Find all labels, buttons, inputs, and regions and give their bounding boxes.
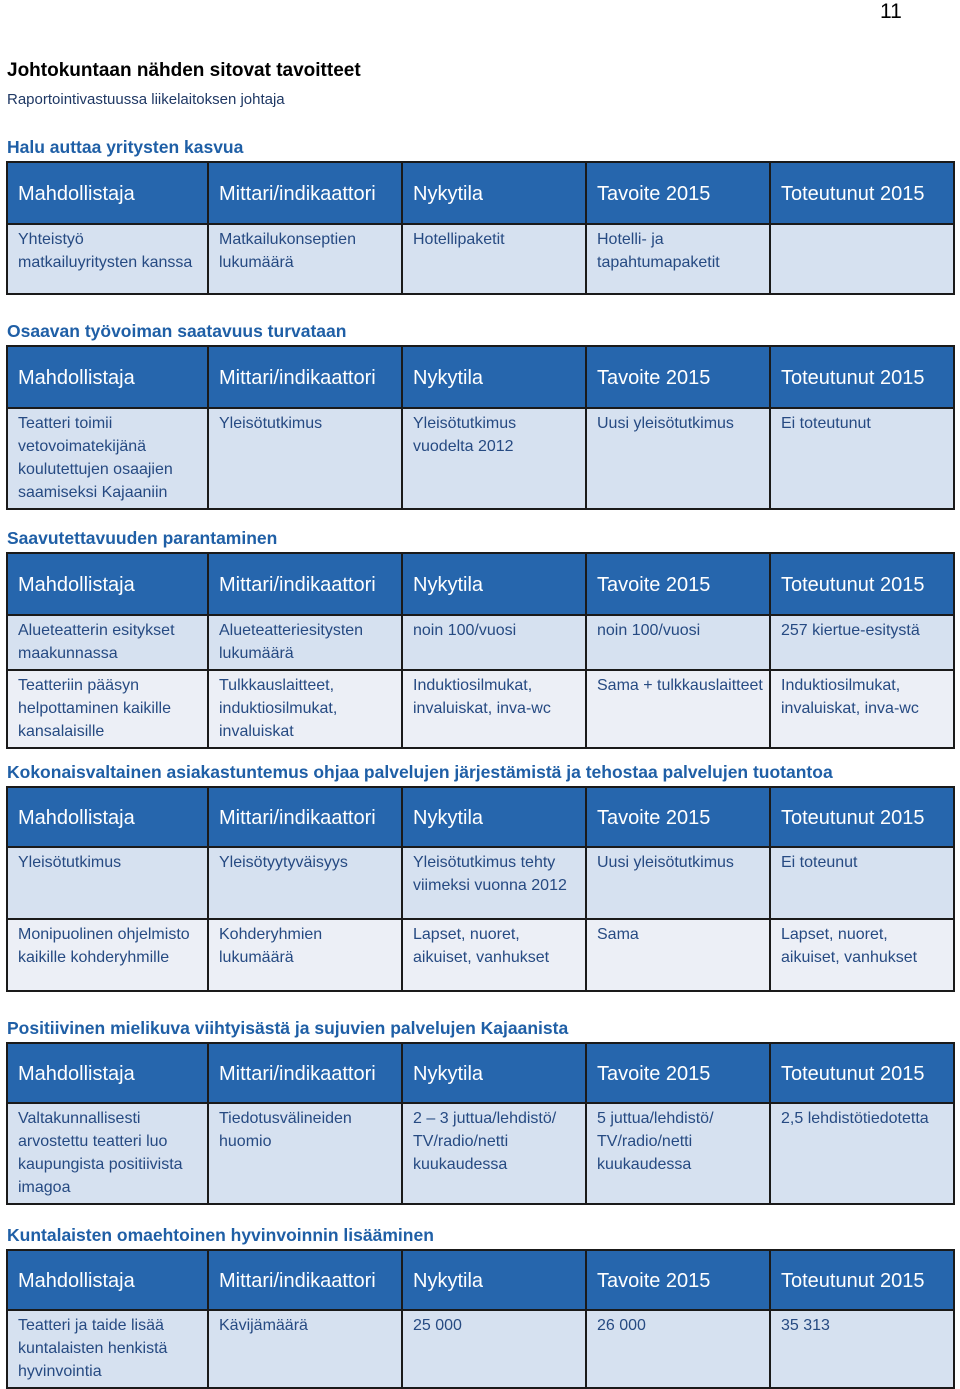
cell-mahdollistaja: Teatteri ja taide lisää kuntalaisten henkistä hyvinvointia [7, 1310, 208, 1388]
cell-mittari: Matkailukonseptien lukumäärä [208, 224, 402, 294]
header-nykytila: Nykytila [402, 787, 586, 847]
cell-mittari: Kohderyhmien lukumäärä [208, 919, 402, 991]
header-mittari: Mittari/indikaattori [208, 1043, 402, 1103]
table-row [7, 224, 954, 294]
header-toteutunut: Toteutunut 2015 [770, 346, 954, 408]
cell-tavoite: Sama + tulkkauslaitteet [586, 670, 770, 748]
table-row [7, 408, 954, 509]
cell-mittari: Yleisötutkimus [208, 408, 402, 509]
cell-tavoite: noin 100/vuosi [586, 615, 770, 670]
header-tavoite: Tavoite 2015 [586, 553, 770, 615]
header-nykytila: Nykytila [402, 1250, 586, 1310]
goal-table [6, 1249, 955, 1389]
cell-mahdollistaja: Teatteriin pääsyn helpottaminen kaikille kansalaisille [7, 670, 208, 748]
header-mahdollistaja: Mahdollistaja [7, 346, 208, 408]
cell-nykytila: Yleisötutkimus tehty viimeksi vuonna 2012 [402, 847, 586, 919]
cell-mahdollistaja: Alueteatterin esitykset maakunnassa [7, 615, 208, 670]
cell-toteutunut: Induktiosilmukat, invaluiskat, inva-wc [770, 670, 954, 748]
cell-nykytila: Lapset, nuoret, aikuiset, vanhukset [402, 919, 586, 991]
table-row [7, 670, 954, 748]
cell-tavoite: Sama [586, 919, 770, 991]
header-tavoite: Tavoite 2015 [586, 346, 770, 408]
cell-mittari: Alueteatteriesitysten lukumäärä [208, 615, 402, 670]
cell-nykytila: 2 – 3 juttua/lehdistö/ TV/radio/netti kuukaudessa [402, 1103, 586, 1204]
table-row [7, 919, 954, 991]
cell-tavoite: Uusi yleisötutkimus [586, 847, 770, 919]
cell-nykytila: Induktiosilmukat, invaluiskat, inva-wc [402, 670, 586, 748]
goal-table [6, 1042, 955, 1205]
cell-toteutunut: 2,5 lehdistötiedotetta [770, 1103, 954, 1204]
cell-mittari: Tulkkauslaitteet, induktiosilmukat, invaluiskat [208, 670, 402, 748]
section-title: Osaavan työvoiman saatavuus turvataan [7, 321, 347, 341]
header-mahdollistaja: Mahdollistaja [7, 1250, 208, 1310]
cell-mahdollistaja: Yhteistyö matkailuyritysten kanssa [7, 224, 208, 294]
cell-nykytila: Hotellipaketit [402, 224, 586, 294]
header-tavoite: Tavoite 2015 [586, 162, 770, 224]
header-mahdollistaja: Mahdollistaja [7, 553, 208, 615]
cell-mittari: Kävijämäärä [208, 1310, 402, 1388]
header-mittari: Mittari/indikaattori [208, 787, 402, 847]
header-mittari: Mittari/indikaattori [208, 1250, 402, 1310]
header-toteutunut: Toteutunut 2015 [770, 1250, 954, 1310]
section-title: Positiivinen mielikuva viihtyisästä ja sujuvien palvelujen Kajaanista [7, 1018, 569, 1038]
header-tavoite: Tavoite 2015 [586, 1043, 770, 1103]
cell-nykytila: noin 100/vuosi [402, 615, 586, 670]
goal-table [6, 345, 955, 510]
cell-toteutunut: 257 kiertue-esitystä [770, 615, 954, 670]
goal-table [6, 161, 955, 295]
header-mittari: Mittari/indikaattori [208, 162, 402, 224]
table-row [7, 615, 954, 670]
header-mahdollistaja: Mahdollistaja [7, 162, 208, 224]
header-nykytila: Nykytila [402, 553, 586, 615]
header-toteutunut: Toteutunut 2015 [770, 1043, 954, 1103]
page-number: 11 [880, 0, 902, 23]
page-title: Johtokuntaan nähden sitovat tavoitteet [7, 60, 361, 81]
cell-toteutunut: Lapset, nuoret, aikuiset, vanhukset [770, 919, 954, 991]
cell-mahdollistaja: Valtakunnallisesti arvostettu teatteri luo kaupungista positiivista imagoa [7, 1103, 208, 1204]
cell-mahdollistaja: Teatteri toimii vetovoimatekijänä koulutettujen osaajien saamiseksi Kajaaniin [7, 408, 208, 509]
cell-nykytila: Yleisötutkimus vuodelta 2012 [402, 408, 586, 509]
cell-toteutunut [770, 224, 954, 294]
header-tavoite: Tavoite 2015 [586, 1250, 770, 1310]
table-row [7, 1103, 954, 1204]
header-toteutunut: Toteutunut 2015 [770, 787, 954, 847]
cell-tavoite: Uusi yleisötutkimus [586, 408, 770, 509]
section-title: Halu auttaa yritysten kasvua [7, 137, 244, 157]
cell-toteutunut: 35 313 [770, 1310, 954, 1388]
header-toteutunut: Toteutunut 2015 [770, 553, 954, 615]
header-nykytila: Nykytila [402, 1043, 586, 1103]
header-mahdollistaja: Mahdollistaja [7, 787, 208, 847]
cell-tavoite: 26 000 [586, 1310, 770, 1388]
header-nykytila: Nykytila [402, 162, 586, 224]
table-row [7, 1310, 954, 1388]
cell-mahdollistaja: Monipuolinen ohjelmisto kaikille kohderyhmille [7, 919, 208, 991]
section-title: Kuntalaisten omaehtoinen hyvinvoinnin lisääminen [7, 1225, 434, 1245]
header-mittari: Mittari/indikaattori [208, 346, 402, 408]
goal-table [6, 552, 955, 749]
header-toteutunut: Toteutunut 2015 [770, 162, 954, 224]
section-title: Kokonaisvaltainen asiakastuntemus ohjaa palvelujen järjestämistä ja tehostaa palvelujen tuotantoa [7, 762, 833, 782]
goal-table [6, 786, 955, 992]
table-row [7, 847, 954, 919]
cell-toteutunut: Ei toteunut [770, 847, 954, 919]
header-tavoite: Tavoite 2015 [586, 787, 770, 847]
header-mittari: Mittari/indikaattori [208, 553, 402, 615]
cell-mittari: Yleisötyytyväisyys [208, 847, 402, 919]
cell-tavoite: 5 juttua/lehdistö/ TV/radio/netti kuukaudessa [586, 1103, 770, 1204]
page-subtitle: Raportointivastuussa liikelaitoksen johtaja [7, 91, 285, 108]
cell-mahdollistaja: Yleisötutkimus [7, 847, 208, 919]
header-mahdollistaja: Mahdollistaja [7, 1043, 208, 1103]
header-nykytila: Nykytila [402, 346, 586, 408]
cell-toteutunut: Ei toteutunut [770, 408, 954, 509]
cell-tavoite: Hotelli- ja tapahtumapaketit [586, 224, 770, 294]
cell-nykytila: 25 000 [402, 1310, 586, 1388]
section-title: Saavutettavuuden parantaminen [7, 528, 278, 548]
cell-mittari: Tiedotusvälineiden huomio [208, 1103, 402, 1204]
